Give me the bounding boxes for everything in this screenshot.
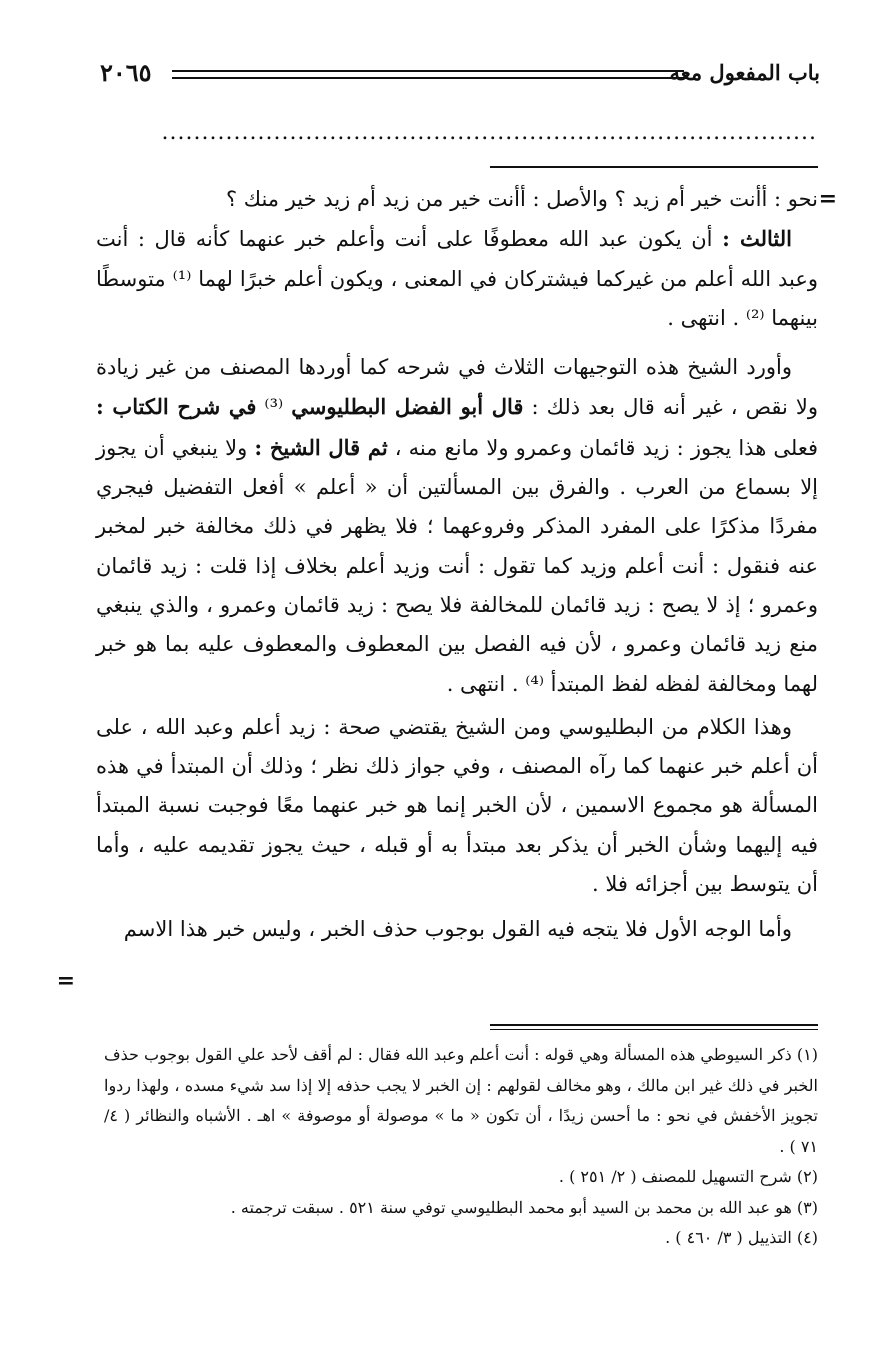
footnote-1: (١) ذكر السيوطي هذه المسألة وهي قوله : أنت أعلم وعبد الله فقال : لم أقف لأحد علي القول بوجوب حذف الخبر في ذلك غير ابن مالك ، وهو مخالف لقولهم : إن الخبر لا يجب حذفه إلا إذا سد شيء مسده ، ولهذا ردوا تجويز الأخفش في نحو : ما أحسن زيدًا ، أن تكون « ما » موصولة أو موصوفة » اهـ . الأشباه والنظائر ( ٤/ ٧١ ) . bbox=[104, 1045, 818, 1156]
paragraph-3-a: وأورد الشيخ هذه التوجيهات الثلاث في شرحه كما أوردها المصنف من غير زيادة ولا نقص ، غير أنه قال بعد ذلك : bbox=[96, 355, 818, 420]
continuation-mark-top: = bbox=[818, 186, 837, 212]
footnotes bbox=[104, 1040, 818, 1254]
paragraph-5: وأما الوجه الأول فلا يتجه فيه القول بوجوب حذف الخبر ، وليس خبر هذا الاسم bbox=[123, 917, 792, 942]
book-reference: في شرح الكتاب : bbox=[96, 394, 257, 420]
paragraph-4: وهذا الكلام من البطليوسي ومن الشيخ يقتضي صحة : زيد أعلم وعبد الله ، على أن أعلم خبر عنهما كما رآه المصنف ، وفي جواز ذلك نظر ؛ وذلك أن المبتدأ في هذه المسألة هو مجموع الاسمين ، لأن الخبر إنما هو خبر عنهما معًا فوجبت نسبة المبتدأ فيه إليهما وشأن الخبر أن يذكر بعد مبتدأ به أو قبله ، حيث يجوز تقديمه عليه ، وأما أن يتوسط بين أجزائه فلا . bbox=[96, 714, 818, 897]
footnote-4: (٤) التذييل ( ٣/ ٤٦٠ ) . bbox=[665, 1228, 818, 1247]
chapter-title: باب المفعول معه bbox=[669, 60, 820, 85]
quote-attribution: قال أبو الفضل البطليوسي bbox=[291, 394, 524, 420]
page-number: ٢٠٦٥ bbox=[100, 58, 152, 87]
main-text bbox=[96, 180, 818, 950]
paragraph-1: نحو : أأنت خير أم زيد ؟ والأصل : أأنت خير من زيد أم زيد خير منك ؟ bbox=[225, 187, 818, 211]
paragraph-2 bbox=[96, 219, 818, 338]
continuation-mark-bottom: = bbox=[56, 968, 75, 994]
page-header bbox=[100, 58, 820, 92]
paragraph-3-d: ولا ينبغي أن يجوز إلا بسماع من العرب . والفرق بين المسألتين أن « أعلم » أفعل التفضيل فيجري مفردًا مذكرًا على المفرد المذكر وفروعهما ؛ فلا يظهر في ذلك مخالفة خبر لمخبر عنه فنقول : أنت أعلم وزيد كما تقول : أنت وزيد أعلم بخلاف إذا قلت : زيد قائمان وعمرو ؛ إذ لا يصح : زيد قائمان للمخالفة فلا يصح : زيد قائمان وعمرو ، والذي ينبغي منع زيد قائمان وعمرو ، لأن فيه الفصل بين المعطوف والمعطوف عليه بما هو خبر لهما ومخالفة لفظه لفظ المبتدأ ⁽⁴⁾ . انتهى . bbox=[96, 435, 818, 696]
omission-dots: .................................................................................. bbox=[161, 120, 817, 145]
paragraph-2-text: أن يكون عبد الله معطوفًا على أنت وأعلم خبر عنهما كأنه قال : أنت وعبد الله أعلم من غيركما فيشتركان في المعنى ، ويكون أعلم خبرًا لهما ⁽¹⁾ متوسطًا بينهما ⁽²⁾ . انتهى . bbox=[96, 227, 818, 330]
footnote-3: (٣) هو عبد الله بن محمد بن السيد أبو محمد البطليوسي توفي سنة ٥٢١ . سبقت ترجمته . bbox=[230, 1197, 818, 1217]
footnote-2: (٢) شرح التسهيل للمصنف ( ٢/ ٢٥١ ) . bbox=[558, 1167, 818, 1186]
footnote-ref-3: ⁽³⁾ bbox=[256, 395, 292, 420]
paragraph-3-c: فعلى هذا يجوز : زيد قائمان وعمرو ولا مانع منه ، bbox=[387, 435, 819, 460]
third-heading: الثالث : bbox=[722, 226, 792, 252]
header-rule bbox=[172, 70, 684, 79]
sheikh-quote: ثم قال الشيخ : bbox=[254, 434, 388, 460]
footnote-rule bbox=[490, 1024, 818, 1030]
paragraph-3 bbox=[96, 348, 818, 704]
section-rule bbox=[490, 166, 818, 168]
